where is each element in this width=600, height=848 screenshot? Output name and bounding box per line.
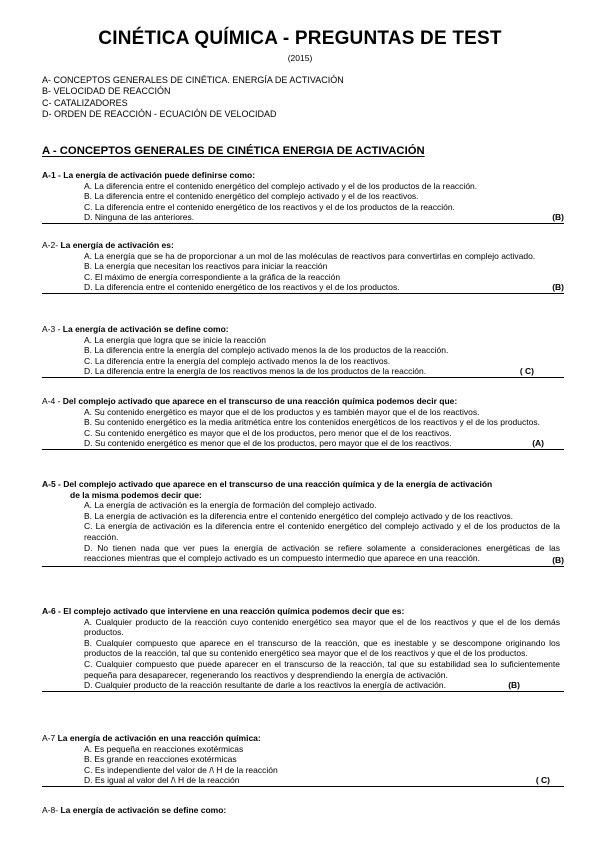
question-a3 <box>42 324 564 378</box>
question-a1 <box>42 170 564 224</box>
option-d: D. Cualquier producto de la reacción resultante de darle a los reactivos la energía de activación. (B) <box>42 680 564 692</box>
question-a4 <box>42 396 564 450</box>
option-c: C. El máximo de energía correspondiente a la gráfica de la reacción <box>84 271 341 282</box>
toc-item: A- CONCEPTOS GENERALES DE CINÉTICA. ENERGÍA DE ACTIVACIÓN <box>42 75 344 85</box>
question-number: A-7 <box>42 733 56 743</box>
question-text: El complejo activado que interviene en una reacción química podemos decir que es: <box>63 606 405 616</box>
question-text: La energía de activación es: <box>60 240 174 250</box>
toc-item: D- ORDEN DE REACCIÓN - ECUACIÓN DE VELOCIDAD <box>42 109 277 120</box>
toc-item: B- VELOCIDAD DE REACCIÓN <box>42 86 171 97</box>
question-text: La energía de activación en una reacción química: <box>57 733 261 743</box>
question-number: A-5 - <box>42 479 61 489</box>
option-a: A. Su contenido energético es mayor que el de los productos y es también mayor que el de los reactivos. <box>84 406 480 417</box>
question-number: A-3 - <box>42 324 61 334</box>
question-number: A-6 - <box>42 606 61 616</box>
question-number: A-1 - <box>42 170 61 180</box>
question-text: La energía de activación se define como: <box>60 805 227 815</box>
option-d: D. La diferencia entre el contenido energético de los reactivos y el de los productos. (B) <box>42 282 564 294</box>
section-a-heading: A - CONCEPTOS GENERALES DE CINÉTICA ENERGIA DE ACTIVACIÓN <box>42 145 425 157</box>
answer: (A) <box>532 438 544 449</box>
document-year: (2015) <box>287 53 313 63</box>
answer: ( C) <box>519 366 534 377</box>
answer: (B) <box>552 282 564 293</box>
option-c: C. La diferencia entre el contenido energético de los reactivos y el de los productos de la reacción. <box>84 201 455 212</box>
option-a: A. La energía que se ha de proporcionar a un mol de las moléculas de reactivos para convertirlas en complejo activado. <box>84 250 536 261</box>
question-stem <box>42 324 564 335</box>
question-number: A-4 - <box>42 396 61 406</box>
answer: (B) <box>552 212 564 223</box>
question-text: La energía de activación puede definirse como: <box>63 170 256 180</box>
document-title: CINÉTICA QUÍMICA - PREGUNTAS DE TEST <box>98 28 502 49</box>
option-d: D. Ninguna de las anteriores. (B) <box>42 212 564 224</box>
option-d: D. La diferencia entre la energía de los reactivos menos la de los productos de la reacción. ( C) <box>42 366 564 378</box>
option-c: C. Cualquier compuesto que puede aparecer en el transcurso de la reacción, tal que su estabilidad sea lo suficientemente pequeña para desaparecer, regenerando los reactivos y desprendiendo la energía de activación. <box>84 658 560 680</box>
question-a6 <box>42 606 564 692</box>
option-b: B. La diferencia entre la energía del complejo activado menos la de los productos de la reacción. <box>84 345 449 356</box>
question-a8 <box>42 805 564 816</box>
option-d: D. No tienen nada que ver pues la energía de activación se refiere solamente a consideraciones energéticas de las reacciones mientras que el complejo activado es un compuesto intermedio que aparece en una reacción. (B) <box>42 543 564 567</box>
question-a2 <box>42 240 564 294</box>
option-c: C. Su contenido energético es mayor que el de los productos, pero menor que el de los reactivos. <box>84 427 452 438</box>
question-text-continuation: de la misma podemos decir que: <box>70 489 202 500</box>
option-c: C. Es independiente del valor de /\ H de la reacción <box>84 764 278 775</box>
option-a: A. Cualquier producto de la reacción cuyo contenido energético sea mayor que el de los reactivos y que el de los demás productos. <box>84 616 560 638</box>
option-d: D. Es igual al valor del /\ H de la reacción ( C) <box>42 775 564 787</box>
question-text: Del complejo activado que aparece en el transcurso de una reacción química podemos decir que: <box>62 396 458 406</box>
option-a: A. La diferencia entre el contenido energético del complejo activado y el de los productos de la reacción. <box>84 180 478 191</box>
question-stem <box>42 606 564 617</box>
table-of-contents <box>42 75 344 121</box>
question-a7 <box>42 733 564 787</box>
option-b: B. La energía que necesitan los reactivos para iniciar la reacción <box>84 261 328 272</box>
question-stem <box>42 733 564 744</box>
option-b: B. Su contenido energético es la media aritmética entre los contenidos energéticos de los reactivos y el de los productos. <box>84 417 540 428</box>
question-text: Del complejo activado que aparece en el transcurso de una reacción química y de la energía de activación <box>63 479 493 489</box>
option-a: A. La energía de activación es la energía de formación del complejo activado. <box>84 500 377 511</box>
option-a: A. La energía que logra que se inicie la reacción <box>84 334 266 345</box>
toc-item: C- CATALIZADORES <box>42 97 128 108</box>
question-stem <box>42 396 564 407</box>
answer: (B) <box>508 680 520 691</box>
question-stem <box>42 240 564 251</box>
option-b: B. La diferencia entre el contenido energético del complejo activado y el de los reactivos. <box>84 191 419 202</box>
option-c: C. La diferencia entre la energía del complejo activado menos la de los reactivos. <box>84 355 391 366</box>
question-stem <box>42 170 564 181</box>
option-a: A. Es pequeña en reacciones exotérmicas <box>84 743 244 754</box>
option-b: B. La energía de activación es la diferencia entre el contenido energético del complejo activado y de los reactivos. <box>84 510 514 521</box>
answer: (B) <box>552 555 564 566</box>
question-number: A-8- <box>42 805 59 815</box>
option-b: B. Cualquier compuesto que aparece en el transcurso de la reacción, que es inestable y se descompone originando los productos de la reacción, tal que su contenido energético sea mayor que el de los reactivos y que el de los productos. <box>84 637 560 659</box>
question-number: A-2- <box>42 240 59 250</box>
question-text: La energía de activación se define como: <box>62 324 229 334</box>
question-stem <box>42 479 564 490</box>
question-a5 <box>42 479 564 567</box>
option-b: B. Es grande en reacciones exotérmicas <box>84 754 237 765</box>
option-c: C. La energía de activación es la diferencia entre el contenido energético del complejo activado y el de los productos de la reacción. <box>84 521 560 542</box>
answer: ( C) <box>535 775 550 786</box>
option-d: D. Su contenido energético es menor que el de los productos, pero mayor que el de los reactivos. (A) <box>42 438 564 450</box>
question-stem <box>42 805 564 816</box>
